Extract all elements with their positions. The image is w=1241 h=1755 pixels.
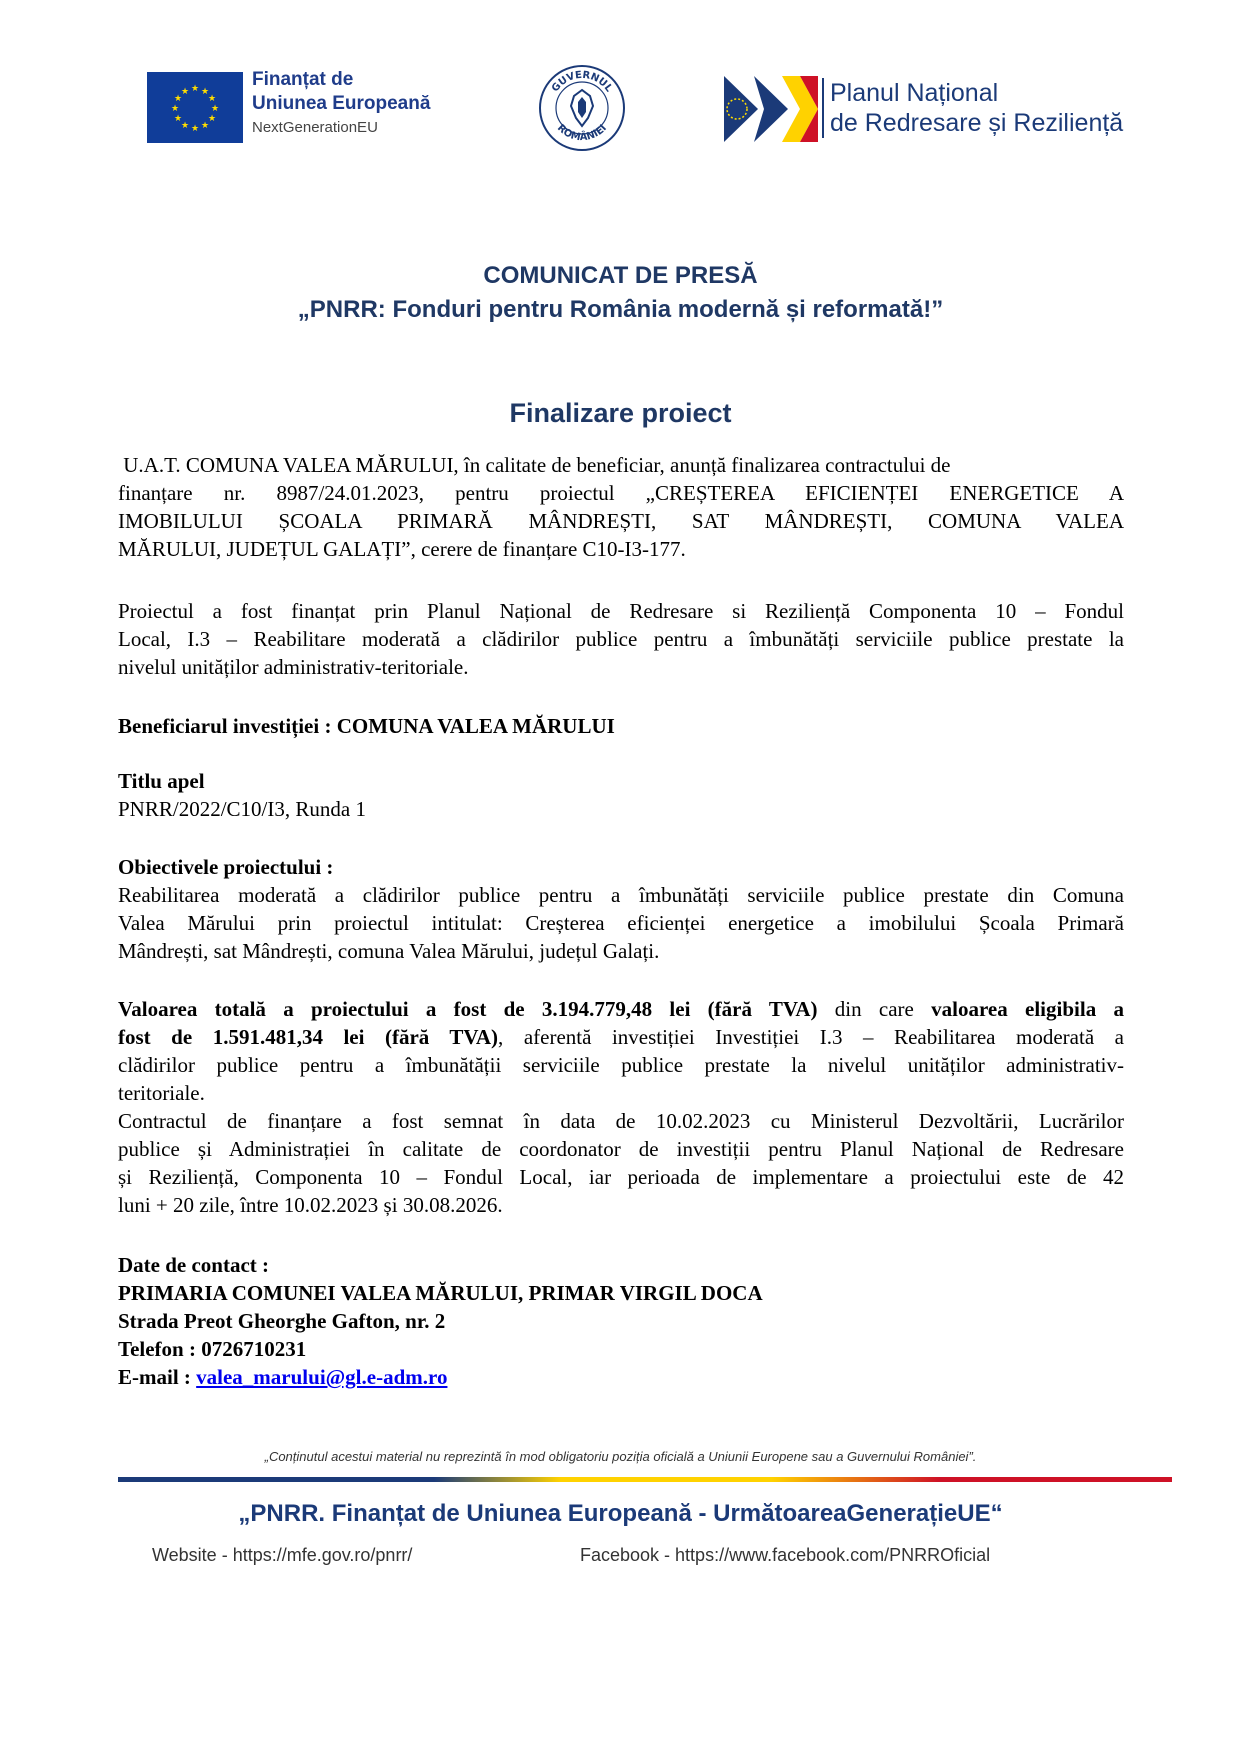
disclaimer-text: „Conținutul acestui material nu reprezintă în mod obligatoriu poziția oficială a Uniunii Europene sau a Guvernului României”.	[264, 1449, 977, 1464]
press-release-subtitle: „PNRR: Fonduri pentru România modernă și reformată!”	[297, 296, 944, 323]
value-line	[118, 995, 1124, 1023]
pnrr-label-line2: de Redresare și Reziliență	[830, 109, 1124, 137]
pnrr-label-line1: Planul Național	[830, 79, 999, 107]
eu-funding-label	[252, 68, 430, 140]
objectives-label: Obiectivele proiectului :	[118, 855, 334, 879]
contact-email-line	[118, 1363, 1124, 1391]
website-link[interactable]: Website - https://mfe.gov.ro/pnrr/	[152, 1545, 413, 1565]
pnrr-arrow-logo	[724, 76, 818, 142]
facebook-link[interactable]: Facebook - https://www.facebook.com/PNRROficial	[580, 1545, 991, 1565]
contact-address: Strada Preot Gheorghe Gafton, nr. 2	[118, 1309, 446, 1333]
government-seal-icon	[538, 64, 626, 152]
call-value: PNRR/2022/C10/I3, Runda 1	[118, 797, 366, 821]
contract-line: Contractul de finanțare a fost semnat în data de 10.02.2023 cu Ministerul Dezvoltării, Lucrărilor	[118, 1109, 1124, 1133]
eu-flag-logo	[147, 72, 243, 143]
government-seal-logo	[538, 64, 626, 152]
intro-line: MĂRULUI, JUDEȚUL GALAȚI”, cerere de finanțare C10-I3-177.	[118, 537, 686, 561]
seal-bottom-text: ROMÂNIEI	[554, 122, 610, 144]
contact-section	[118, 1251, 1124, 1391]
svg-text:★: ★	[173, 114, 183, 124]
email-link[interactable]: valea_marului@gl.e-adm.ro	[196, 1365, 448, 1389]
svg-text:★: ★	[170, 104, 180, 114]
footer-slogan: „PNRR. Finanțat de Uniunea Europeană - UrmătoareaGenerațieUE“	[238, 1500, 1003, 1527]
eu-label-line2: Uniunea Europeană	[252, 93, 431, 114]
value-paragraph	[118, 995, 1124, 1219]
eu-stars-icon	[147, 72, 243, 143]
tricolor-stripe	[118, 1477, 1172, 1482]
press-release-title: COMUNICAT DE PRESĂ	[483, 262, 758, 289]
eu-label-line3: NextGenerationEU	[252, 119, 378, 136]
svg-text:★: ★	[200, 121, 210, 131]
intro-line: U.A.T. COMUNA VALEA MĂRULUI, în calitate de beneficiar, anunță finalizarea contractului de	[118, 453, 951, 477]
intro-line: IMOBILULUI ȘCOALA PRIMARĂ MÂNDREȘTI, SAT MÂNDREȘTI, COMUNA VALEA	[118, 509, 1124, 533]
svg-text:★: ★	[207, 94, 217, 104]
beneficiary-line: Beneficiarul investiției : COMUNA VALEA MĂRULUI	[118, 714, 615, 738]
call-section	[118, 767, 1124, 823]
value-line: clădirilor publice pentru a îmbunătății serviciile publice prestate la nivelul unităților administrativ-	[118, 1053, 1124, 1077]
value-line	[118, 1023, 1124, 1051]
eligible-value-start: valoarea eligibila a	[931, 997, 1124, 1021]
eu-label-line1: Finanțat de	[252, 69, 354, 90]
svg-text:★: ★	[180, 87, 190, 97]
intro-paragraph	[118, 451, 1124, 563]
svg-text:★: ★	[190, 124, 200, 134]
objectives-line: Valea Mărului prin proiectul intitulat: Creșterea eficienței energetice a imobilului Școala Primară	[118, 911, 1124, 935]
svg-text:★: ★	[173, 94, 183, 104]
pnrr-label	[822, 78, 1123, 138]
total-value: Valoarea totală a proiectului a fost de 3.194.779,48 lei (fără TVA)	[118, 997, 818, 1021]
funding-paragraph	[118, 597, 1124, 681]
svg-text:★: ★	[190, 84, 200, 94]
section-title: Finalizare proiect	[509, 398, 732, 428]
contract-line: publice și Administrației în calitate de coordonator de investiții pentru Planul Național de Redresare	[118, 1137, 1124, 1161]
call-label: Titlu apel	[118, 769, 205, 793]
value-connector: din care	[817, 997, 932, 1021]
svg-text:★: ★	[207, 114, 217, 124]
contact-label: Date de contact :	[118, 1253, 270, 1277]
intro-line: finanțare nr. 8987/24.01.2023, pentru proiectul „CREȘTEREA EFICIENȚEI ENERGETICE A	[118, 481, 1124, 505]
email-label: E-mail :	[118, 1365, 197, 1389]
contact-organization: PRIMARIA COMUNEI VALEA MĂRULUI, PRIMAR VIRGIL DOCA	[118, 1281, 763, 1305]
objectives-line: Reabilitarea moderată a clădirilor publice pentru a îmbunătăți serviciile publice prestate din Comuna	[118, 883, 1124, 907]
value-investment: , aferentă investiției Investiției I.3 – Reabilitarea moderată a	[498, 1025, 1124, 1049]
funding-line: Local, I.3 – Reabilitare moderată a clădirilor publice pentru a îmbunătăți serviciile publice prestate la	[118, 627, 1124, 651]
seal-top-text: GUVERNUL	[549, 69, 615, 95]
objectives-line: Mândrești, sat Mândrești, comuna Valea Mărului, județul Galați.	[118, 939, 660, 963]
contract-line: luni + 20 zile, între 10.02.2023 și 30.08.2026.	[118, 1193, 503, 1217]
svg-text:★: ★	[180, 121, 190, 131]
value-line: teritoriale.	[118, 1081, 205, 1105]
objectives-section	[118, 853, 1124, 965]
funding-line: nivelul unităților administrativ-teritoriale.	[118, 655, 469, 679]
contact-phone: Telefon : 0726710231	[118, 1337, 307, 1361]
contract-line: și Reziliență, Componenta 10 – Fondul Local, iar perioada de implementare a proiectului este de 42	[118, 1165, 1124, 1189]
svg-text:★: ★	[200, 87, 210, 97]
funding-line: Proiectul a fost finanțat prin Planul Național de Redresare si Reziliență Componenta 10 – Fondul	[118, 599, 1124, 623]
pnrr-arrows-icon	[724, 76, 818, 142]
svg-text:★: ★	[210, 104, 220, 114]
eligible-value: fost de 1.591.481,34 lei (fără TVA)	[118, 1025, 499, 1049]
